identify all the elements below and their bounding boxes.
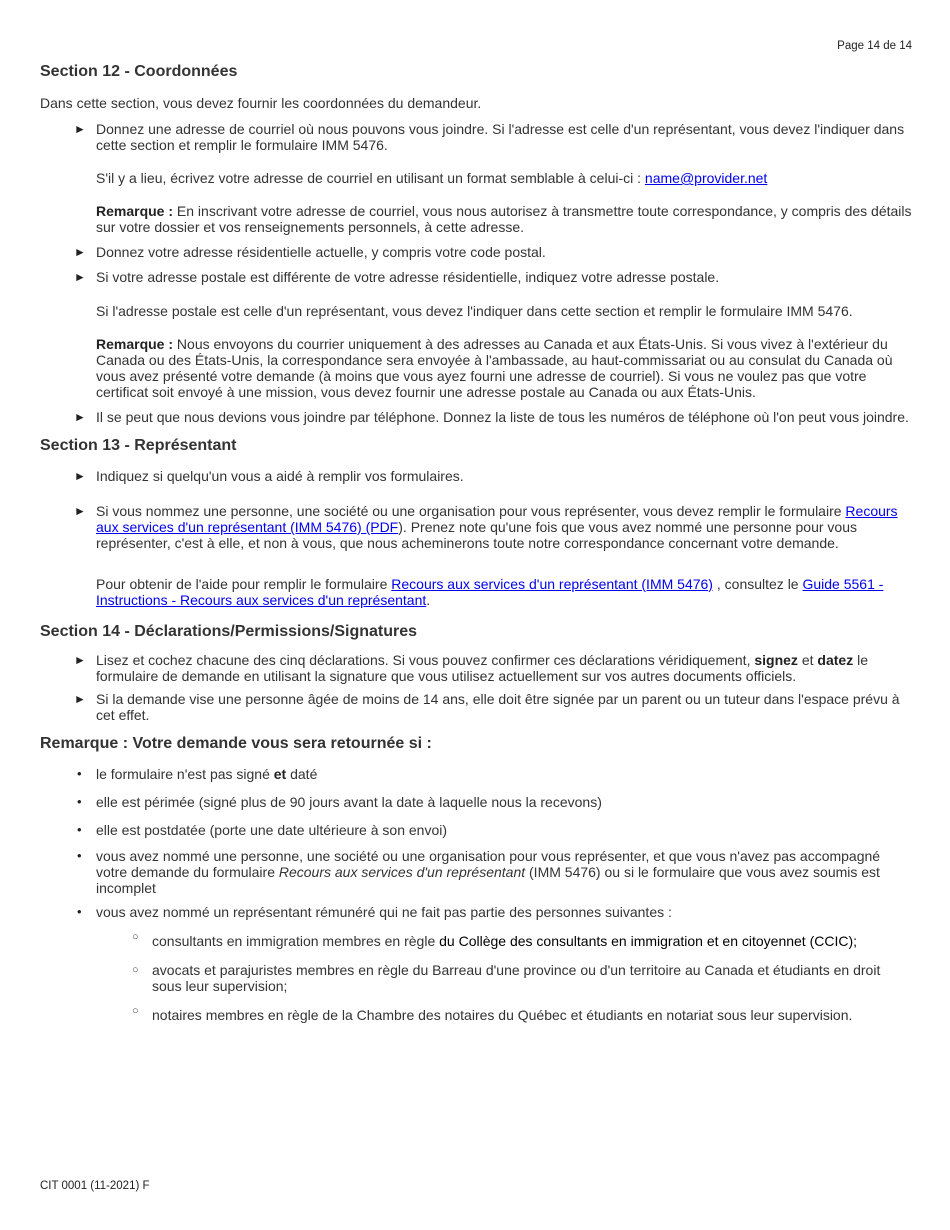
triangle-bullet-icon: ►: [74, 410, 86, 424]
postal-representative-paragraph: Si l'adresse postale est celle d'un représentant, vous devez l'indiquer dans cette section et remplir le formulaire IMM 5476.: [96, 303, 853, 319]
triangle-bullet-icon: ►: [74, 692, 86, 706]
triangle-bullet-icon: ►: [74, 469, 86, 483]
triangle-bullet-icon: ►: [74, 122, 86, 136]
list-item: • vous avez nommé une personne, une société ou une organisation pour vous représenter, et que vous n'avez pas accompagné votre demande du formulaire Recours aux services d'un représentant (IMM 5476) ou si le formulaire que vous avez soumis est incomplet: [77, 848, 881, 896]
return-conditions-heading: Remarque : Votre demande vous sera retournée si :: [40, 735, 432, 752]
circle-bullet-icon: ○: [132, 1005, 139, 1017]
page-number: Page 14 de 14: [837, 40, 912, 52]
bullet-dot-icon: •: [77, 904, 82, 919]
bullet-dot-icon: •: [77, 766, 82, 781]
list-item: • elle est postdatée (porte une date ultérieure à son envoi): [77, 822, 448, 838]
bullet-dot-icon: •: [77, 822, 82, 837]
list-item: ► Lisez et cochez chacune des cinq déclarations. Si vous pouvez confirmer ces déclarations véridiquement, signez et datez le formulaire de demande en utilisant la signature que vous utilisez actuellement sur vos autres documents officiels.: [74, 652, 868, 684]
list-item: ► Si votre adresse postale est différente de votre adresse résidentielle, indiquez votre adresse postale.: [74, 269, 720, 285]
section-14-heading: Section 14 - Déclarations/Permissions/Signatures: [40, 623, 418, 640]
help-paragraph: Pour obtenir de l'aide pour remplir le formulaire Recours aux services d'un représentant (IMM 5476) , consultez le Guide 5561 - Instructions - Recours aux services d'un représentant.: [96, 576, 884, 608]
list-item: ► Donnez une adresse de courriel où nous pouvons vous joindre. Si l'adresse est celle d'un représentant, vous devez l'indiquer dans cette section et remplir le formulaire IMM 5476.: [74, 121, 905, 153]
list-item: ► Si la demande vise une personne âgée de moins de 14 ans, elle doit être signée par un parent ou un tuteur dans l'espace prévu à cet effet.: [74, 691, 900, 723]
list-item: • le formulaire n'est pas signé et daté: [77, 766, 318, 782]
triangle-bullet-icon: ►: [74, 504, 86, 518]
list-item: ► Donnez votre adresse résidentielle actuelle, y compris votre code postal.: [74, 244, 546, 260]
list-item: ○ notaires membres en règle de la Chambre des notaires du Québec et étudiants en notariat sous leur supervision.: [132, 1005, 853, 1023]
triangle-bullet-icon: ►: [74, 653, 86, 667]
section-12-heading: Section 12 - Coordonnées: [40, 63, 238, 80]
imm5476-pdf-link[interactable]: Recours aux services d'un représentant (IMM 5476) (PDF: [96, 503, 898, 535]
list-item: • elle est périmée (signé plus de 90 jours avant la date à laquelle nous la recevons): [77, 794, 602, 810]
list-item: ○ avocats et parajuristes membres en règle du Barreau d'une province ou d'un territoire au Canada et étudiants en droit sous leur supervision;: [132, 962, 881, 994]
email-note: Remarque : En inscrivant votre adresse de courriel, vous nous autorisez à transmettre toute correspondance, y compris des détails sur votre dossier et vos renseignements personnels, à cette adresse.: [96, 203, 912, 235]
document-body: [40, 63, 912, 1023]
guide-5561-link[interactable]: Guide 5561 - Instructions - Recours aux services d'un représentant: [96, 576, 884, 608]
bullet-dot-icon: •: [77, 848, 82, 863]
email-example-link[interactable]: name@provider.net: [644, 170, 768, 186]
list-item: ► Si vous nommez une personne, une société ou une organisation pour vous représenter, vous devez remplir le formulaire Recours aux services d'un représentant (IMM 5476) (PDF). Prenez note qu'une fois que vous avez nommé une personne pour vous représenter, c'est à elle, et non à vous, que nous acheminerons toute notre correspondance concernant votre demande.: [74, 503, 898, 551]
section-12-intro: Dans cette section, vous devez fournir les coordonnées du demandeur.: [40, 95, 482, 111]
list-item: • vous avez nommé un représentant rémunéré qui ne fait pas partie des personnes suivantes :: [77, 904, 672, 920]
list-item: ► Indiquez si quelqu'un vous a aidé à remplir vos formulaires.: [74, 468, 464, 484]
list-item: ► Il se peut que nous devions vous joindre par téléphone. Donnez la liste de tous les numéros de téléphone où l'on peut vous joindre.: [74, 409, 909, 425]
form-code: CIT 0001 (11-2021) F: [40, 1180, 150, 1192]
circle-bullet-icon: ○: [132, 964, 139, 976]
bullet-dot-icon: •: [77, 794, 82, 809]
imm5476-link[interactable]: Recours aux services d'un représentant (IMM 5476): [391, 576, 713, 592]
list-item: ○ consultants en immigration membres en règle du Collège des consultants en immigration et en citoyennet (CCIC);: [132, 931, 858, 949]
triangle-bullet-icon: ►: [74, 270, 86, 284]
section-13-heading: Section 13 - Représentant: [40, 437, 237, 454]
triangle-bullet-icon: ►: [74, 245, 86, 259]
mail-note: Remarque : Nous envoyons du courrier uniquement à des adresses au Canada et aux États-Unis. Si vous vivez à l'extérieur du Canada ou des États-Unis, la correspondance sera envoyée à l'ambassade, au haut-commissariat ou au consulat du Canada où vous avez présenté votre demande (à moins que vous ayez fourni une adresse de courriel). Si vous ne voulez pas que votre certificat soit envoyé à une mission, vous devez fournir une adresse postale au Canada ou aux États-Unis.: [96, 336, 893, 400]
circle-bullet-icon: ○: [132, 931, 139, 943]
email-format-paragraph: S'il y a lieu, écrivez votre adresse de courriel en utilisant un format semblable à celui-ci : name@provider.net: [96, 170, 768, 186]
